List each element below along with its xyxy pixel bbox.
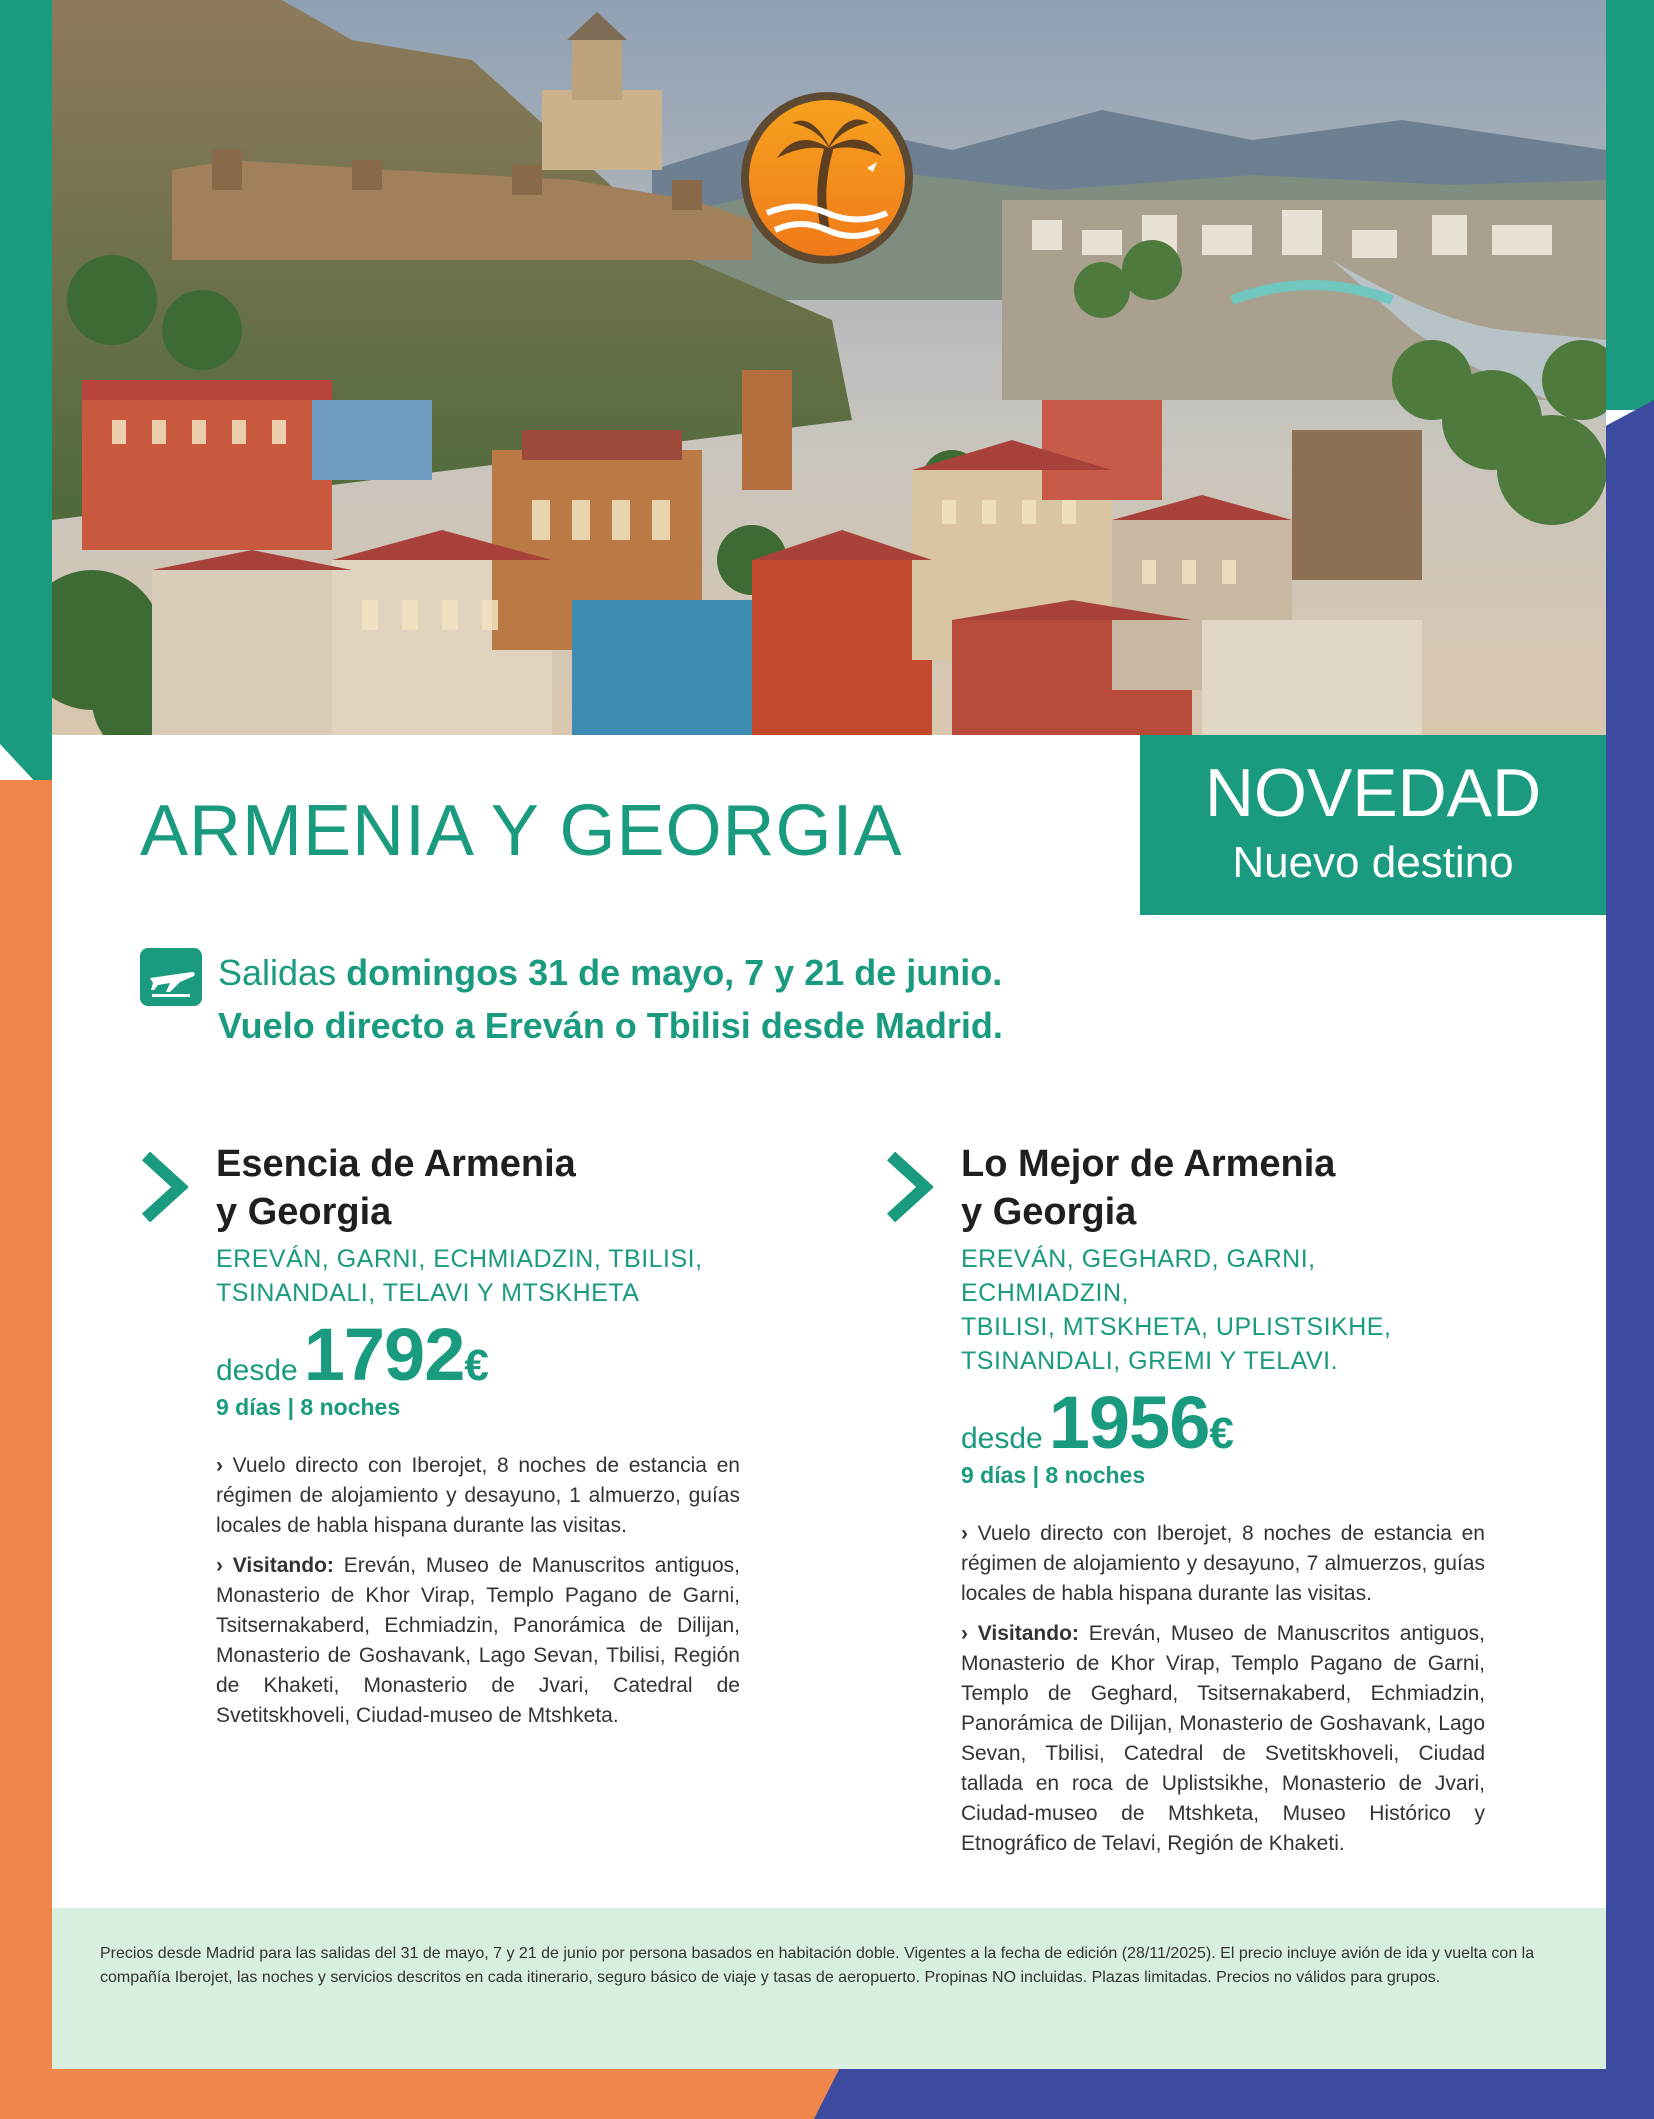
package-cities-line: EREVÁN, GARNI, ECHMIADZIN, TBILISI, bbox=[216, 1245, 703, 1273]
chevron-right-icon bbox=[140, 1152, 188, 1222]
footer-disclaimer: Precios desde Madrid para las salidas del 31 de mayo, 7 y 21 de junio por persona basados en habitación doble. Vigentes a la fecha de edición (28/11/2025). El precio incluye avión de ida y vuelta con la compañía Iberojet, las noches y servicios descritos en cada itinerario, seguro básico de viaje y tasas de aeropuerto. Propinas NO incluidas. Plazas limitadas. Precios no válidos para grupos. bbox=[52, 1908, 1606, 2069]
bullet-arrow: › bbox=[961, 1522, 968, 1545]
package-card bbox=[140, 1140, 740, 1741]
price-value: 1956 bbox=[1048, 1381, 1210, 1464]
price-value: 1792 bbox=[303, 1313, 465, 1396]
bullet-arrow: › bbox=[961, 1622, 968, 1645]
package-cities bbox=[216, 1242, 740, 1310]
price-currency: € bbox=[464, 1341, 489, 1390]
package-cities-line: TSINANDALI, GREMI Y TELAVI. bbox=[961, 1347, 1339, 1375]
package-cities-line: EREVÁN, GEGHARD, GARNI, ECHMIADZIN, bbox=[961, 1245, 1316, 1307]
price-from-label: desde bbox=[961, 1422, 1043, 1455]
frame-left-green bbox=[0, 0, 52, 800]
package-duration: 9 días | 8 noches bbox=[216, 1394, 401, 1420]
package-includes bbox=[216, 1451, 740, 1541]
frame-bottom-orange bbox=[0, 2069, 860, 2119]
chevron-right-icon bbox=[885, 1152, 933, 1222]
package-visiting bbox=[961, 1619, 1485, 1859]
novedad-title: NOVEDAD bbox=[1204, 755, 1542, 831]
package-visiting bbox=[216, 1551, 740, 1731]
package-price bbox=[216, 1313, 740, 1396]
bullet-arrow: › bbox=[216, 1554, 223, 1577]
departures-flight: Vuelo directo a Ereván o Tbilisi desde Madrid. bbox=[218, 1005, 1003, 1046]
package-card bbox=[885, 1140, 1485, 1869]
frame-bottom-blue bbox=[814, 2069, 1654, 2119]
frame-right-green bbox=[1606, 0, 1654, 410]
page-title: ARMENIA Y GEORGIA bbox=[140, 791, 903, 871]
novedad-badge bbox=[1140, 735, 1606, 915]
visiting-text: Ereván, Museo de Manuscritos antiguos, Monasterio de Khor Virap, Templo Pagano de Garni, Tsitsernakaberd, Echmiadzin, Panorámica de Dilijan, Monasterio de Goshavank, Lago Sevan, Tbilisi, Región de Khaketi, Monasterio de Jvari, Catedral de Svetitskhoveli, Ciudad-museo de Mtshketa. bbox=[216, 1554, 740, 1727]
package-cities bbox=[961, 1242, 1485, 1378]
frame-left-orange bbox=[0, 780, 52, 2119]
departures-prefix: Salidas bbox=[218, 952, 337, 993]
package-description bbox=[961, 1519, 1485, 1859]
package-title bbox=[961, 1140, 1485, 1236]
brand-logo bbox=[737, 88, 917, 268]
package-description bbox=[216, 1451, 740, 1731]
bullet-arrow: › bbox=[216, 1454, 223, 1477]
departures-dates-bold: domingos 31 de mayo, 7 y 21 de junio. bbox=[346, 952, 1003, 993]
package-includes bbox=[961, 1519, 1485, 1609]
package-title-line: Lo Mejor de Armenia bbox=[961, 1143, 1336, 1185]
package-price bbox=[961, 1381, 1485, 1464]
frame-right-blue bbox=[1606, 400, 1654, 2119]
departures-dates bbox=[218, 952, 1002, 994]
package-title-line: Esencia de Armenia bbox=[216, 1143, 576, 1185]
visiting-label: Visitando: bbox=[977, 1622, 1079, 1645]
package-title bbox=[216, 1140, 740, 1236]
price-currency: € bbox=[1209, 1409, 1234, 1458]
palm-tree-sun-icon bbox=[737, 88, 917, 268]
novedad-subtitle: Nuevo destino bbox=[1232, 838, 1514, 887]
plane-icon bbox=[140, 948, 202, 1006]
package-duration: 9 días | 8 noches bbox=[961, 1462, 1146, 1488]
visiting-text: Ereván, Museo de Manuscritos antiguos, Monasterio de Khor Virap, Templo Pagano de Garni, Templo de Geghard, Tsitsernakaberd, Echmiadzin, Panorámica de Dilijan, Monasterio de Goshavank, Lago Sevan, Tbilisi, Catedral de Svetitskhoveli, Ciudad tallada en roca de Uplistsikhe, Monasterio de Jvari, Ciudad-museo de Mtshketa, Museo Histórico y Etnográfico de Telavi, Región de Khaketi. bbox=[961, 1622, 1485, 1855]
package-title-line: y Georgia bbox=[961, 1191, 1137, 1233]
package-includes-text: Vuelo directo con Iberojet, 8 noches de estancia en régimen de alojamiento y desayuno, 7 almuerzos, guías locales de habla hispana durante las visitas. bbox=[961, 1522, 1485, 1605]
price-from-label: desde bbox=[216, 1354, 298, 1387]
package-cities-line: TBILISI, MTSKHETA, UPLISTSIKHE, bbox=[961, 1313, 1392, 1341]
package-title-line: y Georgia bbox=[216, 1191, 392, 1233]
package-includes-text: Vuelo directo con Iberojet, 8 noches de estancia en régimen de alojamiento y desayuno, 1 almuerzo, guías locales de habla hispana durante las visitas. bbox=[216, 1454, 740, 1537]
visiting-label: Visitando: bbox=[232, 1554, 334, 1577]
package-cities-line: TSINANDALI, TELAVI Y MTSKHETA bbox=[216, 1279, 640, 1307]
